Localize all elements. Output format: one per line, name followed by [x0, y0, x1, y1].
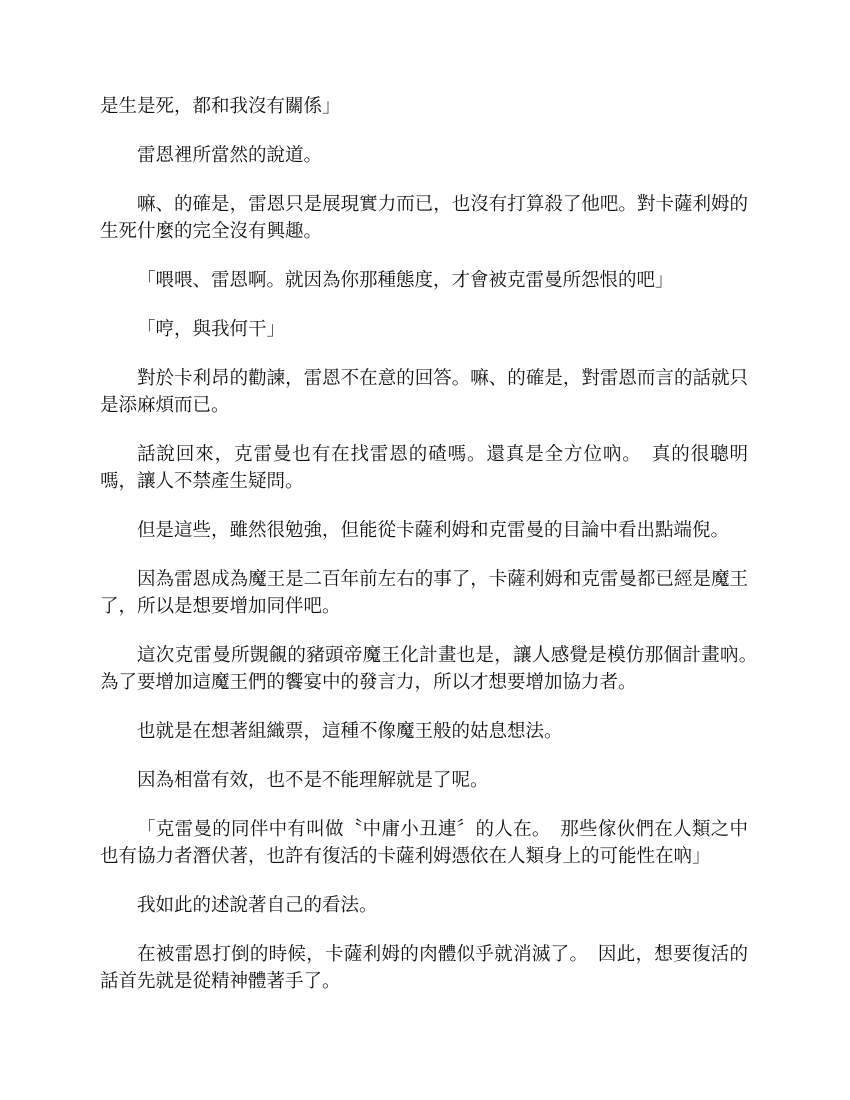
paragraph-14: 我如此的述說著自己的看法。: [137, 895, 378, 916]
paragraph-4: 「喂喂、雷恩啊。就因為你那種態度，才會被克雷曼所怨恨的吧」: [137, 270, 674, 291]
paragraph-15: 在被雷恩打倒的時候，卡薩利姆的肉體似乎就消滅了。 因此，想要復活的話首先就是從精神體著手了。: [100, 944, 748, 992]
paragraph-7: 話說回來，克雷曼也有在找雷恩的碴嗎。還真是全方位吶。 真的很聰明嗎，讓人不禁產生疑問。: [100, 444, 748, 492]
paragraph-6: 對於卡利昂的勸諫，雷恩不在意的回答。嘛、的確是，對雷恩而言的話就只是添麻煩而已。: [100, 368, 748, 416]
paragraph-2: 雷恩裡所當然的說道。: [137, 145, 323, 166]
paragraph-13: 「克雷曼的同伴中有叫做〝中庸小丑連〞的人在。 那些傢伙們在人類之中也有協力者潛伏著，也許有復活的卡薩利姆憑依在人類身上的可能性在吶」: [100, 819, 748, 867]
paragraph-11: 也就是在想著組織票，這種不像魔王般的姑息想法。: [137, 721, 563, 742]
paragraph-3: 嘛、的確是，雷恩只是展現實力而已，也沒有打算殺了他吧。對卡薩利姆的生死什麼的完全沒有興趣。: [100, 194, 748, 242]
paragraph-1: 是生是死，都和我沒有關係」: [100, 96, 341, 117]
paragraph-12: 因為相當有效，也不是不能理解就是了呢。: [137, 770, 489, 791]
paragraph-8: 但是這些，雖然很勉強，但能從卡薩利姆和克雷曼的目論中看出點端倪。: [137, 520, 730, 541]
paragraph-10: 這次克雷曼所覬覦的豬頭帝魔王化計畫也是，讓人感覺是模仿那個計畫吶。 為了要增加這魔王們的饗宴中的發言力，所以才想要增加協力者。: [100, 645, 767, 693]
paragraph-9: 因為雷恩成為魔王是二百年前左右的事了，卡薩利姆和克雷曼都已經是魔王了，所以是想要增加同伴吧。: [100, 569, 748, 617]
paragraph-5: 「哼，與我何干」: [137, 319, 286, 340]
document-page: [100, 93, 767, 1017]
